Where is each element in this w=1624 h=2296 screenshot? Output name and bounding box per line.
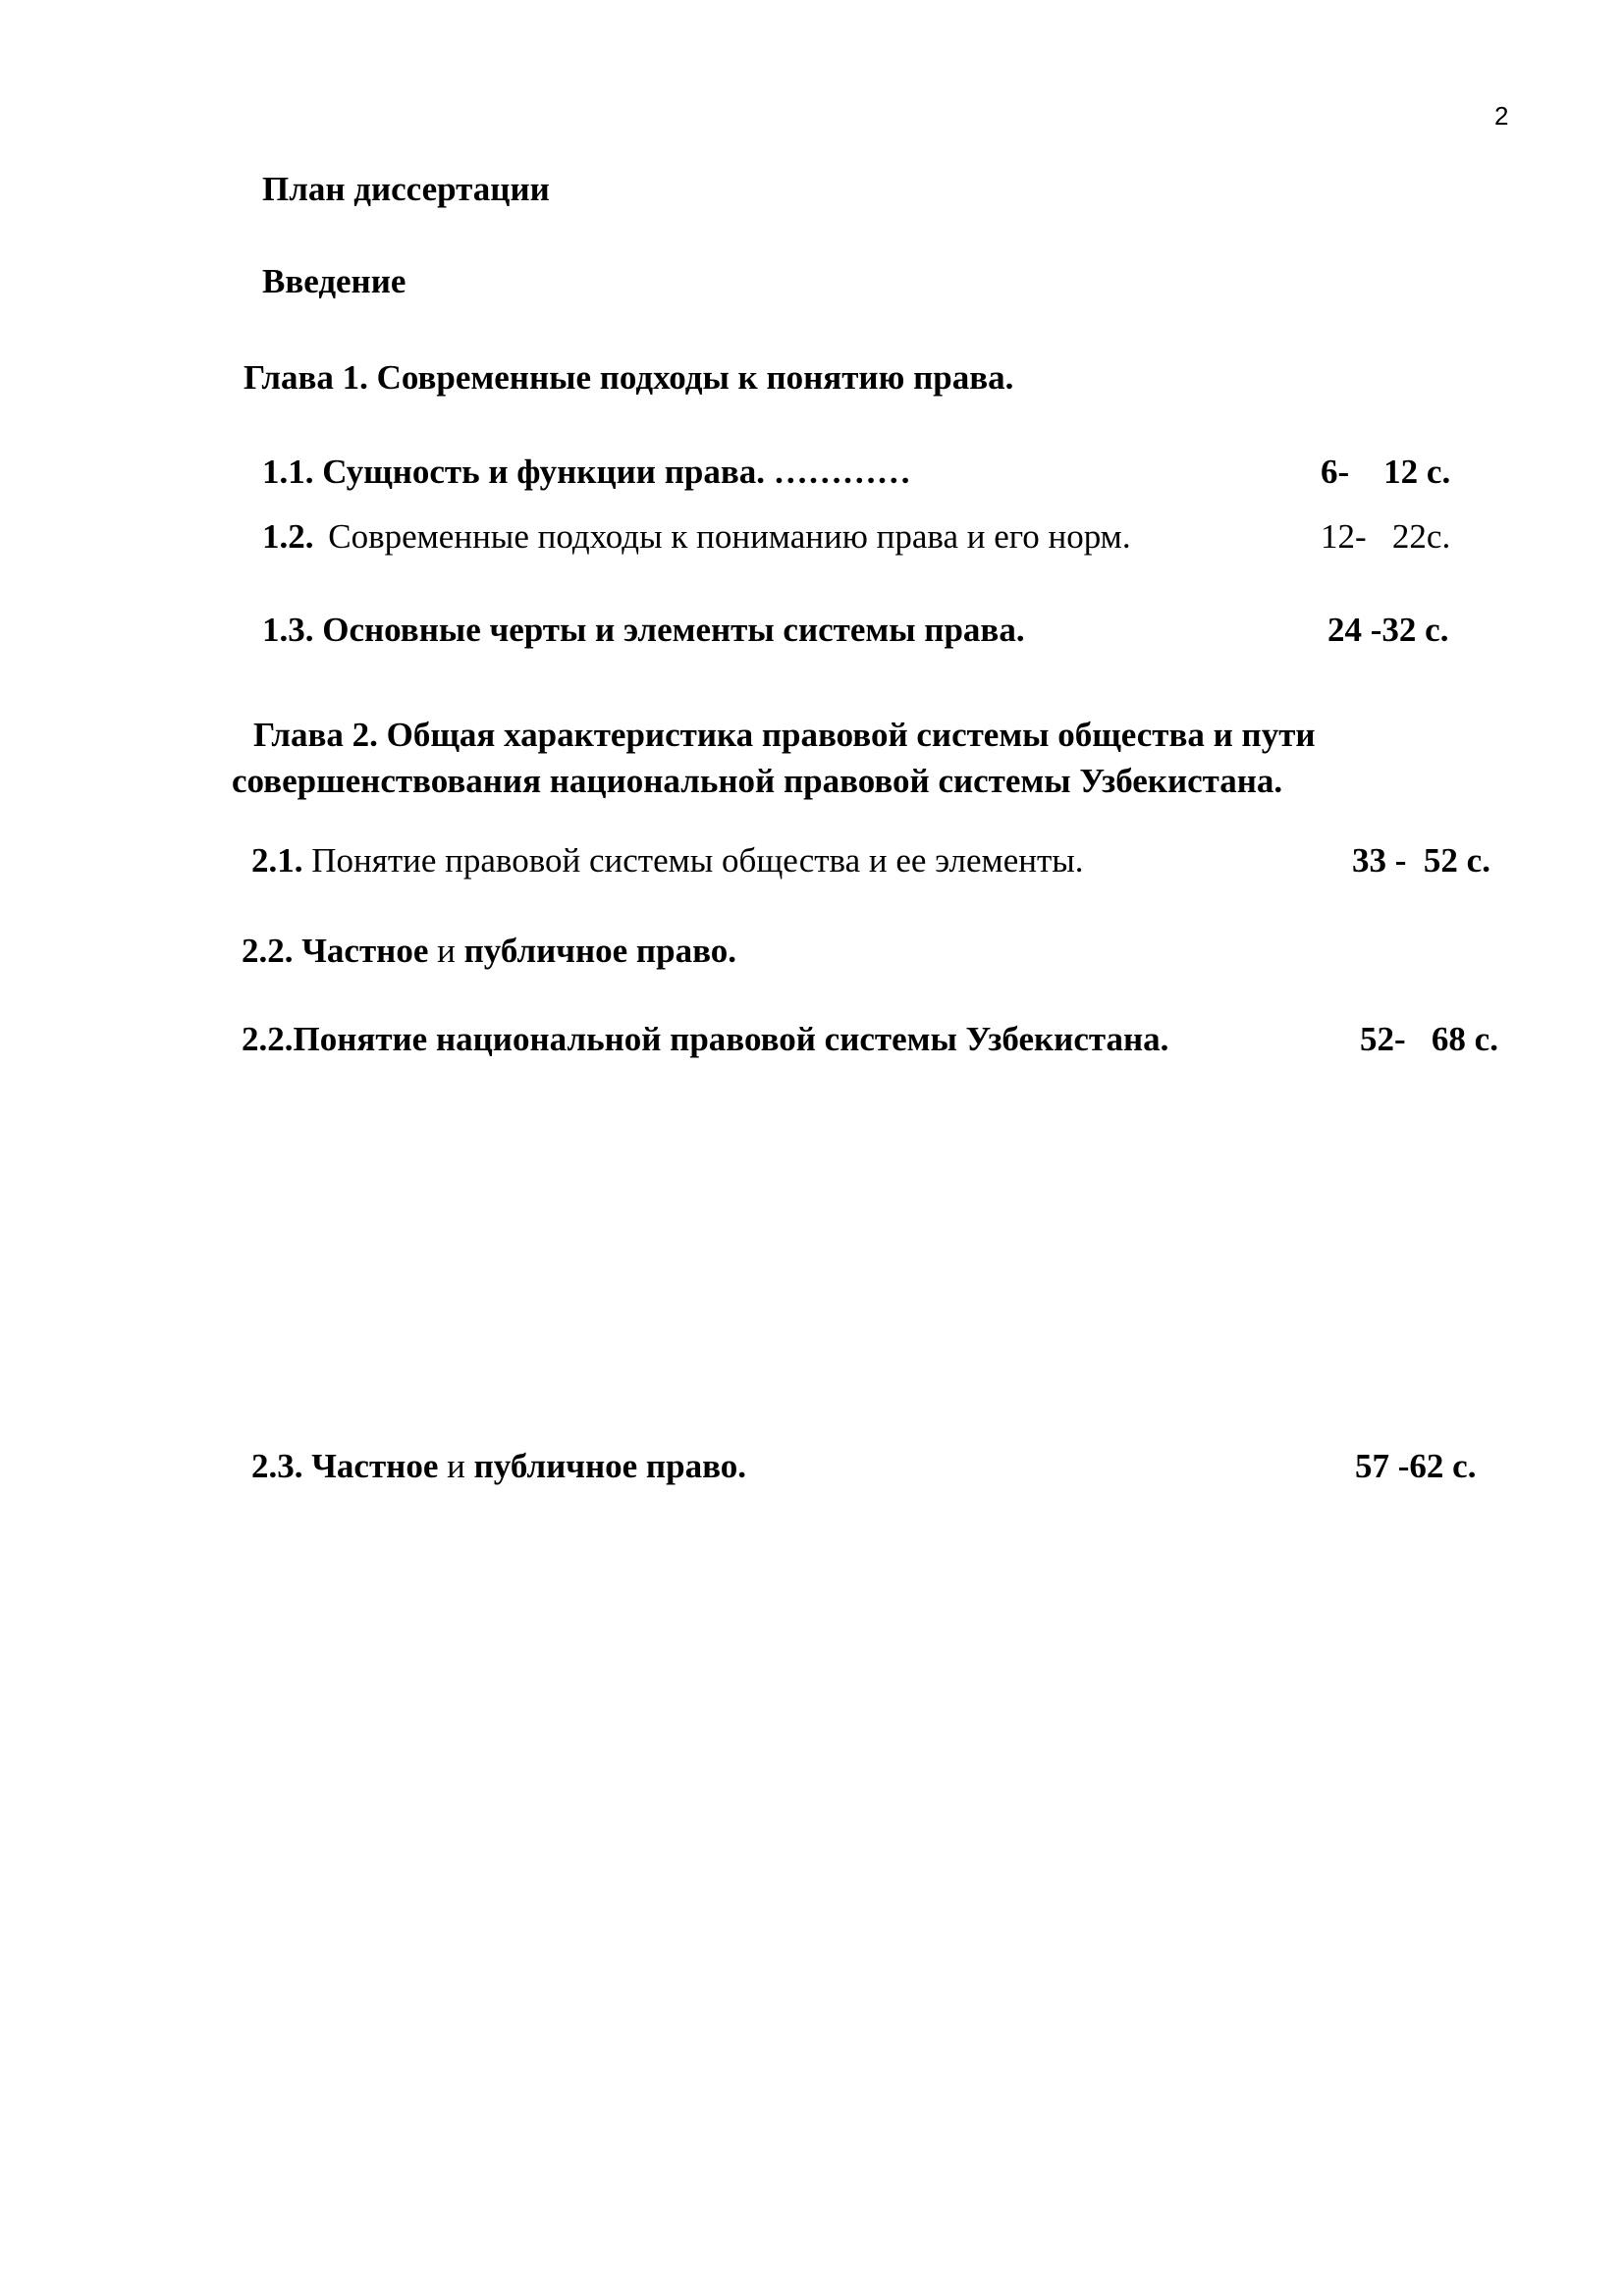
toc-entry-pages: 57 -62 с. xyxy=(1355,1447,1477,1485)
toc-entry-number: 2.2. xyxy=(242,932,294,970)
toc-entry-pages: 52- 68 с. xyxy=(1360,1020,1498,1058)
toc-entry-number: 2.3. xyxy=(251,1447,303,1485)
toc-entry-text: Понятие национальной правовой системы Узбекистана. xyxy=(293,1020,1169,1058)
toc-entry-pages: 6- 12 с. xyxy=(1321,453,1451,491)
toc-entry-conjunction: и xyxy=(447,1447,465,1485)
toc-entry-text: Основные черты и элементы системы права. xyxy=(322,611,1025,649)
toc-entry-text: Частное xyxy=(311,1447,439,1485)
toc-entry-2-2-b xyxy=(242,1019,1168,1060)
toc-entry-1-2 xyxy=(262,516,1131,558)
toc-entry-number: 2.1. xyxy=(251,841,303,880)
toc-entry-text: публичное право. xyxy=(463,932,736,970)
toc-entry-1-3 xyxy=(262,610,1025,651)
toc-entry-number: 1.1. xyxy=(262,453,314,491)
toc-entry-pages: 33 - 52 с. xyxy=(1352,841,1490,880)
toc-entry-number: 2.2. xyxy=(242,1020,294,1058)
chapter1-heading: Глава 1. Современные подходы к понятию права. xyxy=(244,358,1014,397)
toc-entry-conjunction: и xyxy=(437,932,456,970)
introduction-heading: Введение xyxy=(262,262,406,300)
toc-entry-1-1 xyxy=(262,452,911,493)
chapter2-heading-line2: совершенствования национальной правовой системы Узбекистана. xyxy=(232,762,1283,800)
chapter2-heading-line1: Глава 2. Общая характеристика правовой системы общества и пути xyxy=(253,716,1316,754)
toc-entry-2-3 xyxy=(251,1446,746,1487)
toc-entry-2-1 xyxy=(251,840,1084,881)
toc-entry-number: 1.2. xyxy=(262,517,314,556)
toc-entry-text: публичное право. xyxy=(473,1447,746,1485)
page-number: 2 xyxy=(1494,101,1509,131)
toc-entry-text: Современные подходы к пониманию права и его норм. xyxy=(328,517,1131,556)
toc-entry-number: 1.3. xyxy=(262,611,314,649)
document-title: План диссертации xyxy=(262,170,550,208)
toc-entry-2-2-a xyxy=(242,931,736,972)
toc-entry-pages: 24 -32 с. xyxy=(1327,611,1449,649)
toc-entry-text: Частное xyxy=(301,932,429,970)
toc-entry-text: Понятие правовой системы общества и ее элементы. xyxy=(311,841,1084,880)
toc-entry-text: Сущность и функции права. ………… xyxy=(322,453,911,491)
toc-entry-pages: 12- 22с. xyxy=(1321,517,1451,556)
